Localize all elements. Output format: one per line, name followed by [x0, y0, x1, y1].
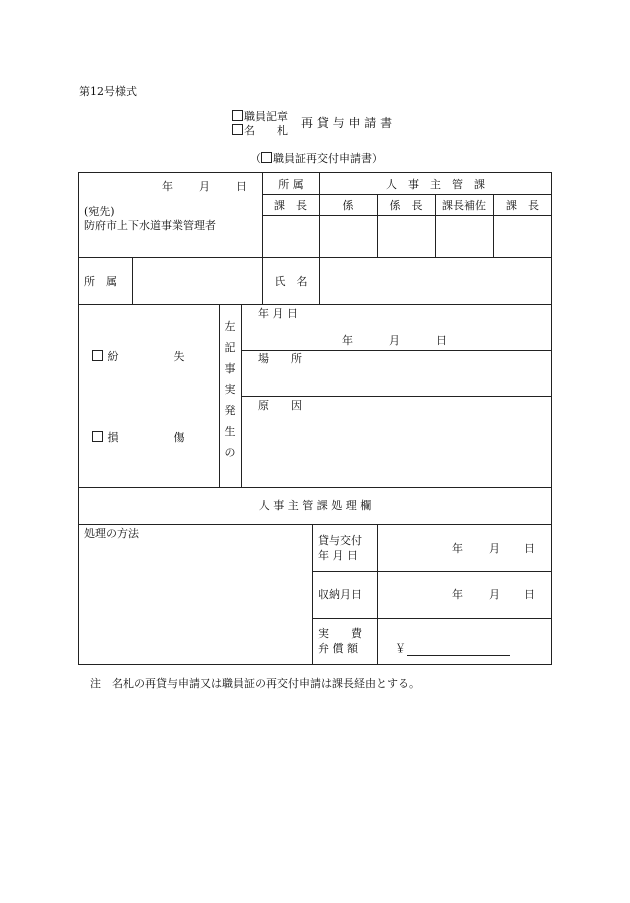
- issue-year: 年: [452, 542, 463, 555]
- applicant-name-label: 氏 名: [274, 275, 308, 288]
- department-name: 人 事 主 管 課: [386, 178, 485, 191]
- checkbox-loss[interactable]: [92, 350, 103, 361]
- amount-underline: [407, 655, 510, 656]
- receipt-month: 月: [489, 588, 500, 601]
- line: [312, 618, 552, 619]
- loss-option: [92, 350, 185, 363]
- incident-place-label: 場 所: [258, 352, 302, 365]
- receipt-day: 日: [524, 588, 535, 601]
- processing-method-label: 処理の方法: [84, 527, 139, 540]
- line: [241, 350, 552, 351]
- incident-vertical-label: 左記事実発生の: [224, 320, 236, 459]
- subtitle-paren: （: [250, 152, 261, 165]
- form-number: 第12号様式: [79, 85, 137, 98]
- loss-label: 紛 失: [107, 350, 185, 363]
- checkbox-idcard[interactable]: [261, 152, 272, 163]
- line: [219, 304, 220, 487]
- title-option-nametag: [232, 124, 288, 137]
- yen-symbol: ￥: [395, 642, 406, 655]
- incident-year: 年: [342, 334, 353, 347]
- title-option-badge: [232, 110, 288, 123]
- date-day-label: 日: [236, 180, 247, 193]
- line: [78, 487, 552, 488]
- line: [262, 172, 263, 304]
- line: [377, 524, 378, 665]
- line: [78, 524, 552, 525]
- form-title: 再 貸 与 申 請 書: [301, 116, 393, 130]
- compensation-label-2: 弁 償 額: [318, 642, 358, 655]
- line: [262, 215, 552, 216]
- checkbox-damage[interactable]: [92, 431, 103, 442]
- checkbox-nametag[interactable]: [232, 124, 243, 135]
- incident-cause-label: 原 因: [258, 399, 302, 412]
- header-affiliation-label: 所 属: [278, 178, 304, 191]
- issue-date-label-1: 貸与交付: [318, 534, 362, 547]
- incident-month: 月: [389, 334, 400, 347]
- issue-date-label-2: 年 月 日: [318, 549, 358, 562]
- line: [241, 304, 242, 487]
- date-month-label: 月: [199, 180, 210, 193]
- line: [132, 257, 133, 304]
- issue-day: 日: [524, 542, 535, 555]
- approval-col-2: 係: [342, 199, 354, 212]
- line: [241, 396, 552, 397]
- line: [78, 304, 552, 305]
- compensation-label-1: 実 費: [318, 627, 362, 640]
- damage-option: [92, 431, 185, 444]
- incident-day: 日: [436, 334, 447, 347]
- addressee-label: (宛先): [84, 205, 115, 218]
- approval-col-3: 係 長: [389, 199, 423, 212]
- addressee: 防府市上下水道事業管理者: [84, 219, 216, 232]
- line: [319, 257, 320, 304]
- title-option-nametag-label: 名 札: [244, 124, 288, 137]
- form-subtitle: [250, 152, 383, 165]
- receipt-year: 年: [452, 588, 463, 601]
- approval-col-4: 課長補佐: [442, 199, 486, 212]
- date-year-label: 年: [162, 180, 173, 193]
- line: [262, 194, 552, 195]
- incident-date-label: 年 月 日: [258, 307, 298, 320]
- line: [312, 571, 552, 572]
- form-frame: [78, 172, 552, 665]
- checkbox-badge[interactable]: [232, 110, 243, 121]
- approval-col-1: 課 長: [274, 199, 307, 212]
- approval-col-5: 課 長: [506, 199, 539, 212]
- title-option-badge-label: 職員記章: [244, 110, 288, 123]
- issue-month: 月: [489, 542, 500, 555]
- subtitle-text: 職員証再交付申請書）: [273, 152, 383, 165]
- line: [312, 524, 313, 665]
- applicant-affiliation-label: 所 属: [84, 275, 117, 288]
- hr-section-title: 人 事 主 管 課 処 理 欄: [258, 499, 372, 512]
- footnote: 注 名札の再貸与申請又は職員証の再交付申請は課長経由とする。: [90, 677, 420, 690]
- receipt-date-label: 収納月日: [318, 588, 362, 601]
- line: [78, 257, 552, 258]
- damage-label: 損 傷: [107, 431, 185, 444]
